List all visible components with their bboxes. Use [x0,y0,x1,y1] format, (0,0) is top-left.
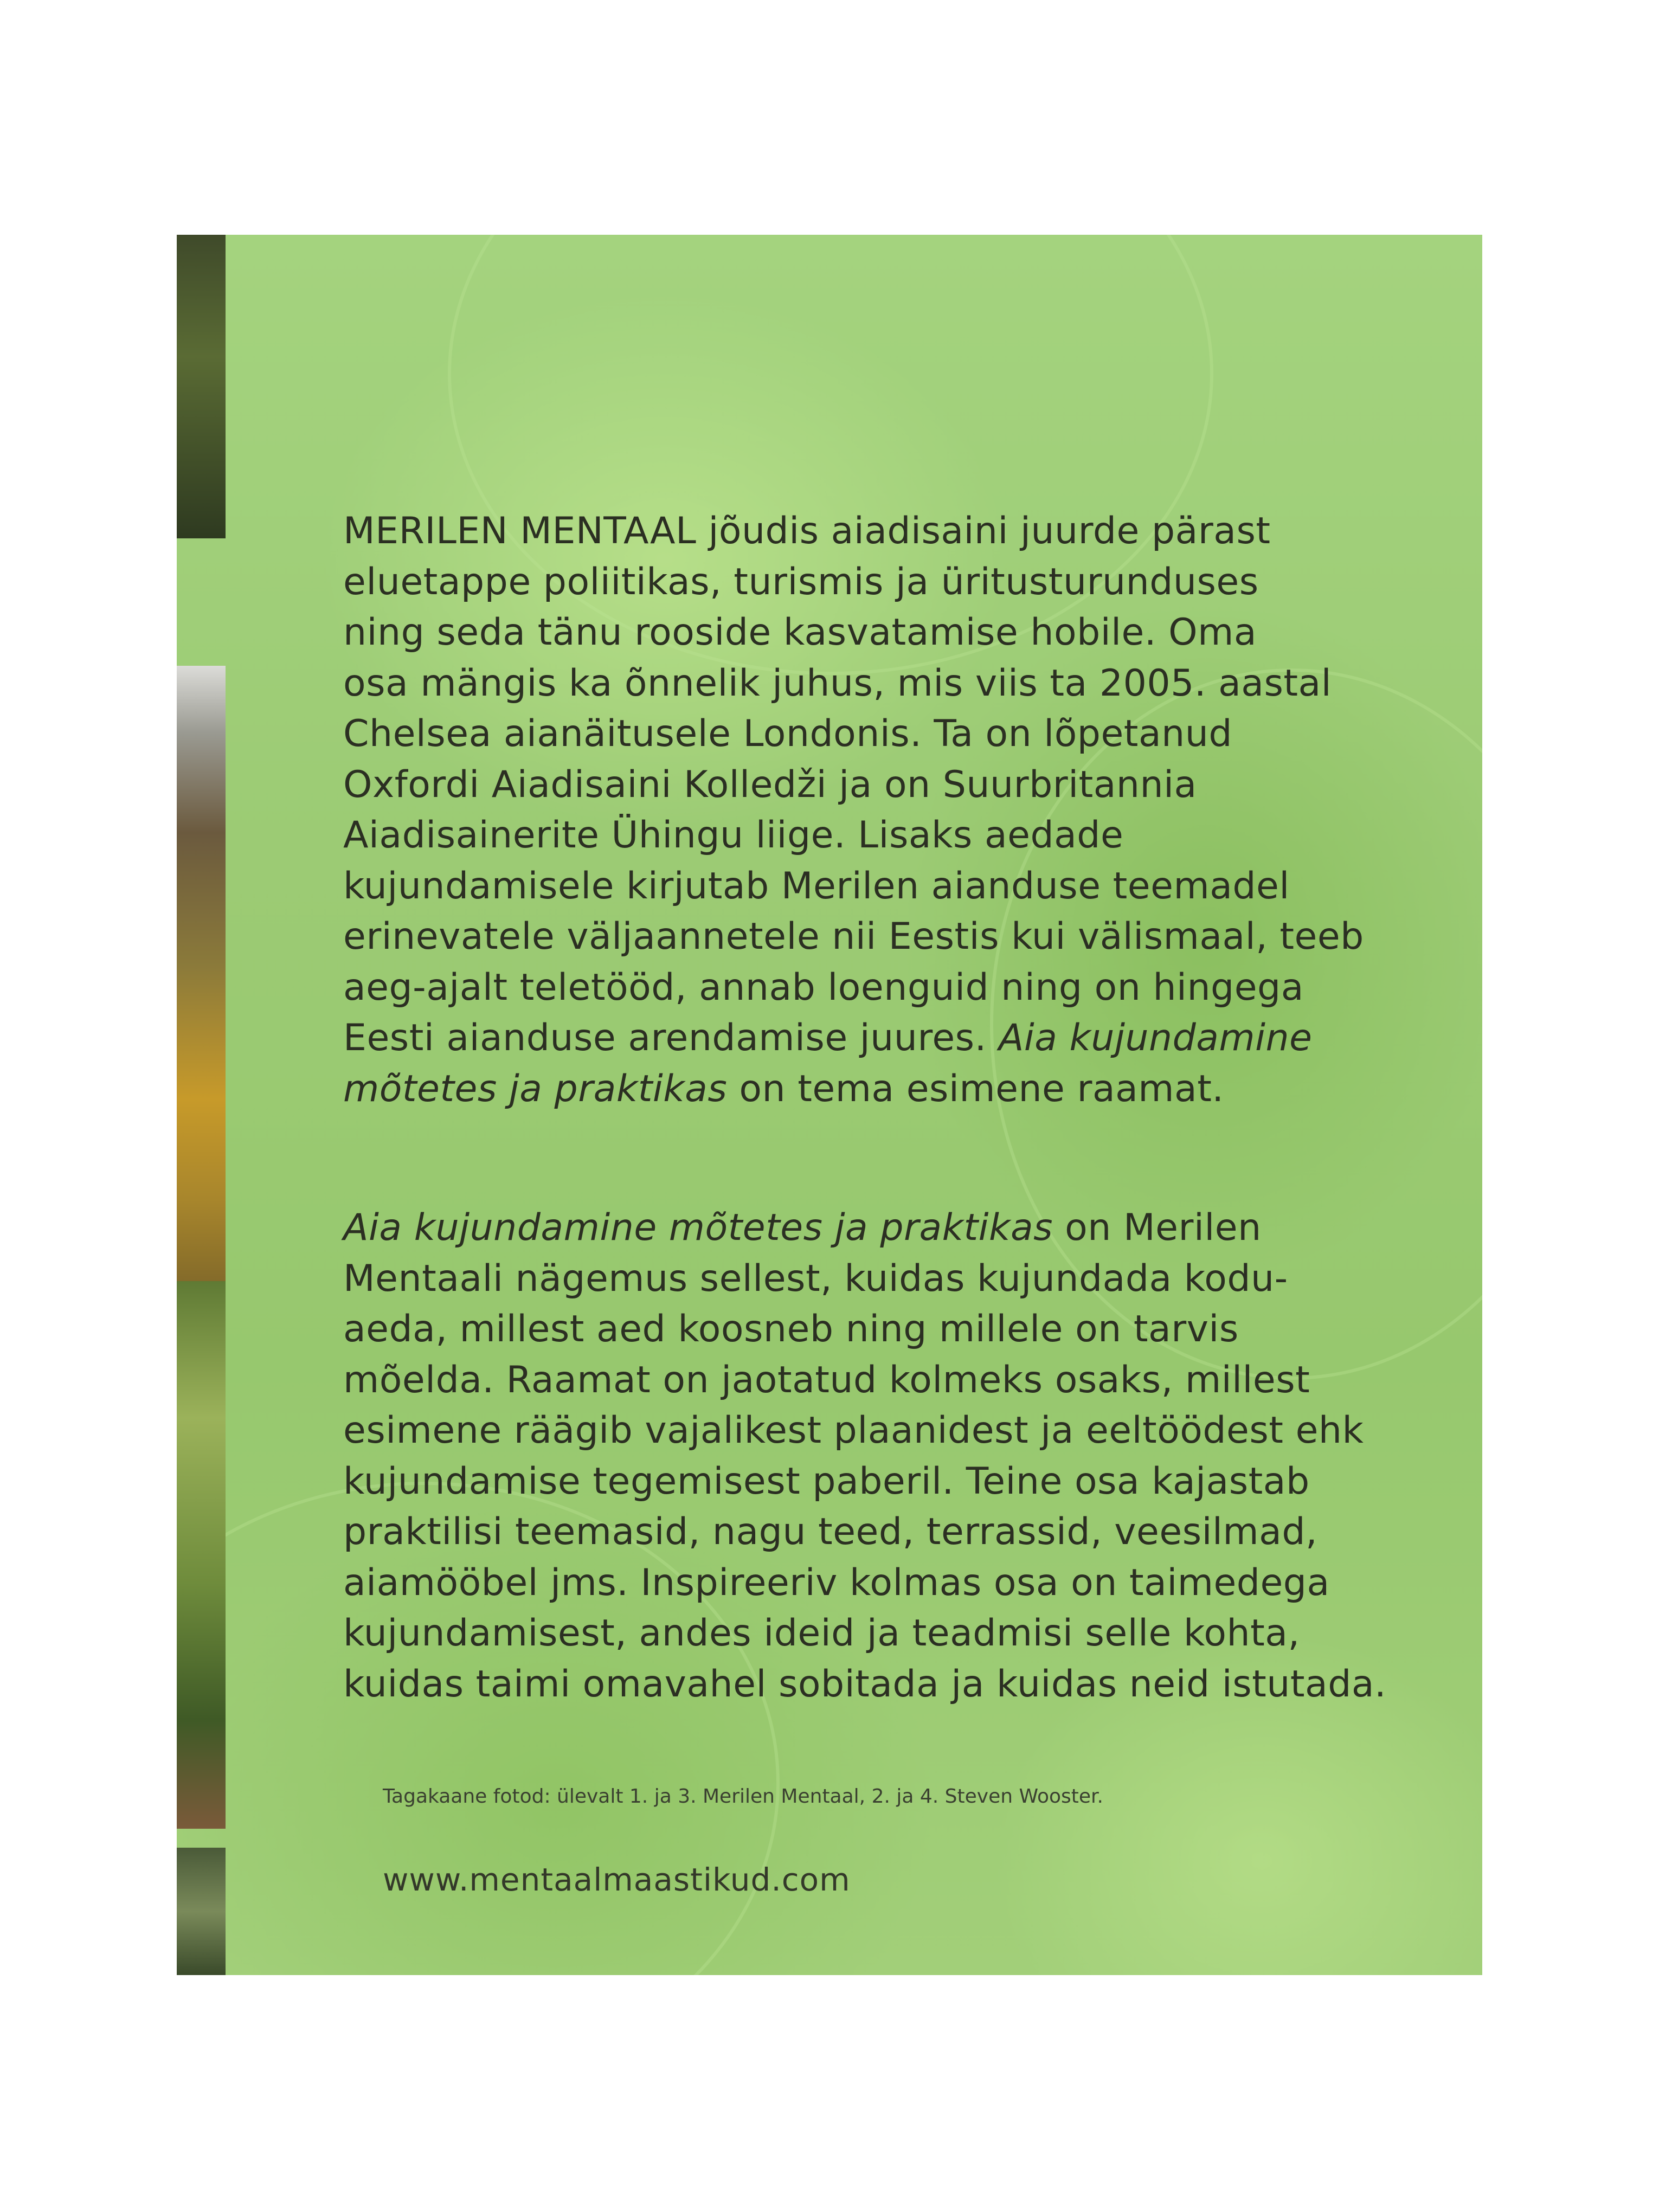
bio-line: aeg-ajalt teletööd, annab loenguid ning on hingega [343,966,1304,1009]
bio-line [343,1064,1406,1115]
book-title-italic: mõtetes ja praktikas [343,1067,728,1110]
bio-line: MERILEN MENTAAL jõudis aiadisaini juurde pärast [343,510,1271,552]
photo-strip-1 [177,235,226,538]
desc-line: kujundamise tegemisest paberil. Teine osa kajastab [343,1459,1310,1503]
desc-line: mõelda. Raamat on jaotatud kolmeks osaks, millest [343,1358,1310,1401]
bio-line: Chelsea aianäitusele Londonis. Ta on lõpetanud [343,712,1232,755]
desc-line: praktilisi teemasid, nagu teed, terrassid, veesilmad, [343,1510,1318,1553]
author-bio [343,506,1406,1114]
bio-line [343,1013,1406,1064]
bio-line: Oxfordi Aiadisaini Kolledži ja on Suurbritannia [343,763,1197,806]
bio-text: Eesti aianduse arendamise juures. [343,1017,999,1059]
bio-line: osa mängis ka õnnelik juhus, mis viis ta 2005. aastal [343,661,1332,705]
book-title-italic: Aia kujundamine mõtetes ja praktikas [343,1206,1053,1249]
desc-line: kuidas taimi omavahel sobitada ja kuidas neid istutada. [343,1662,1387,1706]
bio-line: erinevatele väljaannetele nii Eestis kui välismaal, teeb [343,915,1364,958]
desc-text: on Merilen [1053,1206,1262,1249]
photo-strip-2 [177,666,226,1333]
desc-line: Mentaali nägemus sellest, kuidas kujundada kodu- [343,1257,1288,1300]
photo-strip-4 [177,1848,226,1975]
bio-line: kujundamisele kirjutab Merilen aianduse teemadel [343,864,1290,908]
desc-line: esimene räägib vajalikest plaanidest ja eeltöödest ehk [343,1409,1364,1452]
bio-line: eluetappe poliitikas, turismis ja üritusturunduses [343,560,1259,603]
website-url[interactable]: www.mentaalmaastikud.com [383,1861,851,1898]
book-description [343,1203,1406,1709]
bio-text: on tema esimene raamat. [727,1067,1224,1110]
desc-line: aiamööbel jms. Inspireeriv kolmas osa on taimedega [343,1561,1330,1604]
book-back-cover [177,235,1482,1975]
desc-line: kujundamisest, andes ideid ja teadmisi selle kohta, [343,1612,1300,1655]
photo-strip-3 [177,1281,226,1829]
bio-line: Aiadisainerite Ühingu liige. Lisaks aedade [343,814,1124,857]
desc-line: aeda, millest aed koosneb ning millele on tarvis [343,1308,1239,1351]
bio-line: ning seda tänu rooside kasvatamise hobile. Oma [343,611,1257,654]
desc-line [343,1203,1406,1253]
book-title-italic: Aia kujundamine [998,1017,1313,1059]
photo-credits: Tagakaane fotod: ülevalt 1. ja 3. Merilen Mentaal, 2. ja 4. Steven Wooster. [383,1785,1103,1808]
